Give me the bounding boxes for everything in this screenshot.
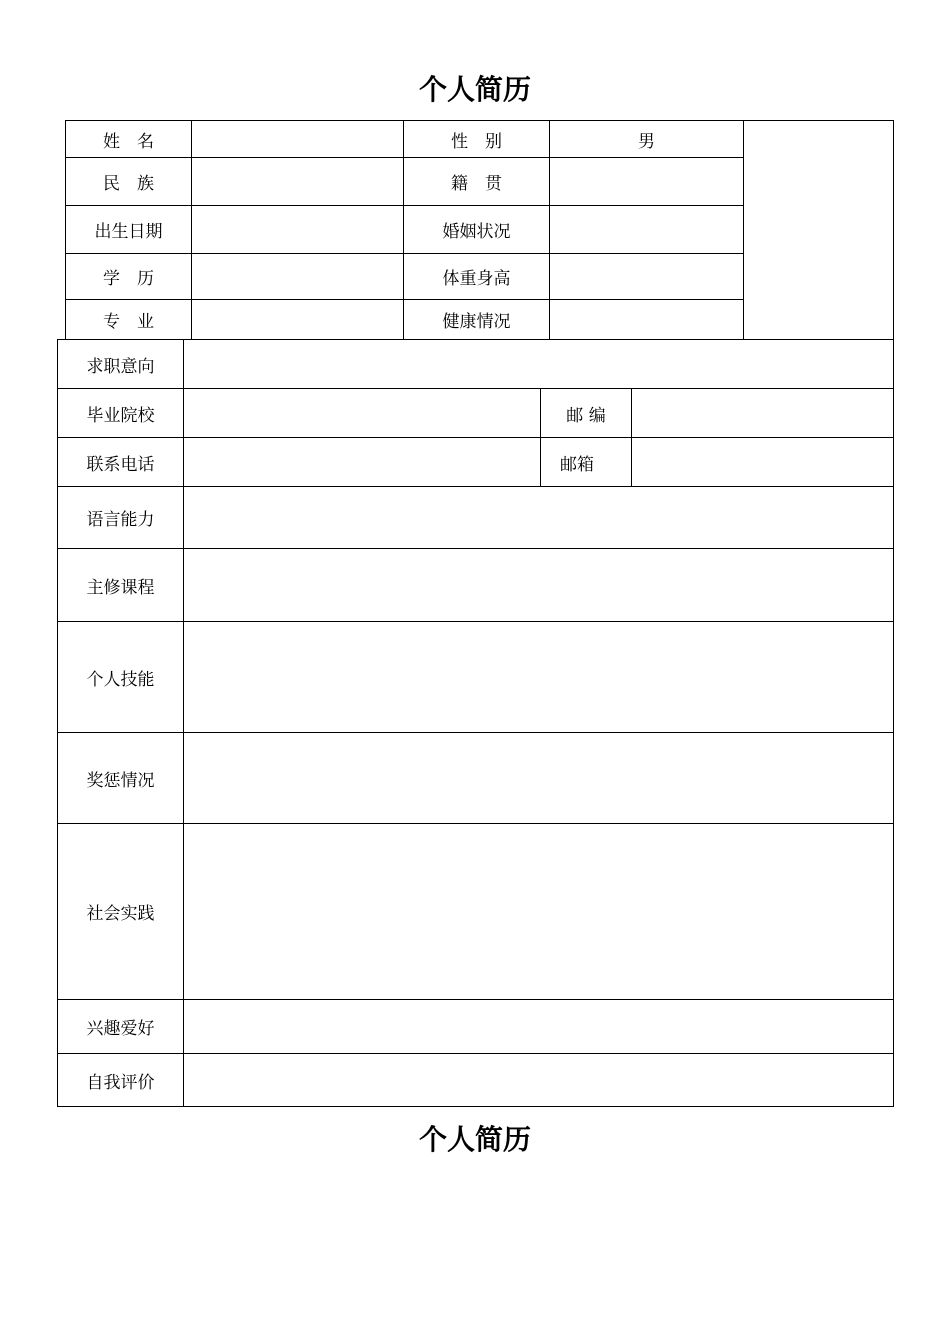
marital-status-label: 婚姻状况	[442, 222, 511, 242]
gender-label: 性 别	[451, 131, 502, 152]
skills-label: 个人技能	[86, 669, 155, 690]
self-evaluation-label: 自我评价	[86, 1072, 155, 1093]
footer-title: 个人简历	[418, 1123, 531, 1156]
height-weight-label: 体重身高	[442, 269, 511, 289]
table-rule	[183, 339, 184, 1107]
awards-label: 奖惩情况	[86, 770, 155, 791]
table-rule	[191, 120, 192, 340]
native-place-label: 籍 贯	[451, 174, 502, 194]
courses-label: 主修课程	[86, 577, 155, 598]
social-practice-label: 社会实践	[86, 904, 155, 924]
table-border	[893, 120, 894, 1107]
major-label: 专 业	[103, 312, 154, 332]
birth-date-label: 出生日期	[94, 222, 163, 242]
table-rule	[743, 120, 744, 340]
ethnicity-label: 民 族	[103, 174, 154, 194]
hobbies-label: 兴趣爱好	[86, 1019, 155, 1039]
page-title: 个人简历	[418, 73, 531, 106]
job-intent-label: 求职意向	[86, 356, 155, 377]
name-label: 姓 名	[103, 131, 154, 152]
email-label: 邮箱	[560, 454, 594, 475]
phone-label: 联系电话	[86, 454, 155, 475]
gender-value: 男	[638, 131, 655, 152]
education-label: 学 历	[103, 269, 154, 289]
table-rule	[631, 388, 632, 487]
postcode-label: 邮 编	[566, 405, 606, 426]
language-label: 语言能力	[86, 510, 155, 530]
health-label: 健康情况	[442, 312, 511, 332]
school-label: 毕业院校	[86, 405, 155, 426]
